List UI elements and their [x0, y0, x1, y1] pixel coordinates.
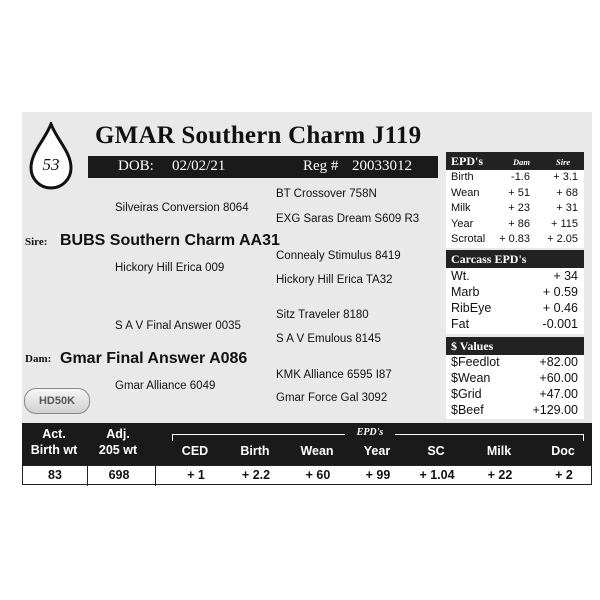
- col-dam-label: Dam: [513, 157, 530, 167]
- parent-epd-trait: Birth: [451, 171, 474, 183]
- column-divider: [155, 466, 156, 486]
- parent-epd-dam-value: -1.6: [511, 171, 530, 183]
- act-label-1: Act.: [42, 427, 66, 441]
- epd-column-header: CED: [181, 444, 209, 458]
- dollar-value-amount: +82.00: [539, 355, 578, 369]
- dam-name: Gmar Final Answer A086: [60, 350, 248, 367]
- epd-column-header: Milk: [486, 444, 512, 458]
- epd-column-value: + 2.2: [241, 468, 271, 482]
- parent-epd-trait: Wean: [451, 186, 480, 199]
- lot-number: 53: [42, 155, 60, 174]
- dam-dam: Gmar Alliance 6049: [115, 380, 216, 392]
- carcass-epd-value: + 0.59: [542, 285, 578, 299]
- parent-epd-dam-value: + 51: [508, 186, 530, 199]
- parent-epd-row: [446, 217, 584, 233]
- sire-sire: Silveiras Conversion 8064: [115, 202, 249, 214]
- dollar-values-header: $ Values: [446, 337, 584, 355]
- epd-column-header: Birth: [240, 444, 270, 458]
- epd-column-value: + 99: [365, 468, 391, 482]
- parent-epds-rows: [446, 170, 584, 248]
- carcass-epd-trait: Fat: [451, 317, 470, 331]
- parent-epds-title: EPD's: [451, 154, 484, 168]
- dollar-value-row: [446, 371, 584, 387]
- epd-column-header: Wean: [300, 444, 334, 458]
- epd-column-header: Doc: [551, 444, 575, 458]
- carcass-epd-trait: RibEye: [451, 301, 492, 315]
- epd-column-header: Year: [363, 444, 391, 458]
- dollar-value-trait: $Grid: [451, 387, 482, 401]
- dam-sire: S A V Final Answer 0035: [115, 320, 241, 332]
- carcass-epd-row: [446, 300, 584, 316]
- carcass-epd-row: [446, 284, 584, 300]
- sire-dam-dam: Hickory Hill Erica TA32: [276, 274, 393, 286]
- epd-span-label: EPD's: [345, 427, 395, 438]
- col-sire-label: Sire: [556, 157, 571, 167]
- dollar-values-panel: [446, 337, 584, 419]
- carcass-epd-trait: Wt.: [451, 269, 470, 283]
- parent-epd-row: [446, 170, 584, 186]
- carcass-epd-row: [446, 268, 584, 284]
- carcass-epd-value: + 0.46: [542, 301, 578, 315]
- dam-dam-sire: KMK Alliance 6595 I87: [276, 369, 392, 381]
- parent-epd-dam-value: + 23: [508, 202, 530, 214]
- dollar-value-row: [446, 355, 584, 371]
- dob-value: 02/02/21: [172, 158, 226, 174]
- act-birth-wt-value: 83: [48, 468, 62, 482]
- dam-sire-sire: Sitz Traveler 8180: [276, 309, 369, 321]
- parent-epd-row: [446, 232, 584, 248]
- reg-label: Reg #: [303, 158, 339, 174]
- reg-value: 20033012: [352, 158, 412, 174]
- dam-dam-dam: Gmar Force Gal 3092: [276, 392, 388, 404]
- dollar-value-amount: +60.00: [539, 371, 578, 385]
- parent-epd-row: [446, 186, 584, 202]
- dollar-value-row: [446, 403, 584, 419]
- parent-epd-sire-value: + 115: [550, 217, 578, 230]
- sire-name: BUBS Southern Charm AA31: [60, 232, 280, 249]
- carcass-epd-value: + 34: [553, 269, 578, 283]
- dob-label: DOB:: [118, 158, 154, 174]
- dam-sire-dam: S A V Emulous 8145: [276, 333, 381, 345]
- hd50k-badge: HD50K: [24, 388, 90, 414]
- carcass-epds-panel: [446, 250, 584, 334]
- parent-epd-sire-value: + 2.05: [547, 233, 578, 245]
- parent-epd-dam-value: + 86: [508, 217, 530, 230]
- adj-label-1: Adj.: [106, 427, 130, 441]
- performance-table: [22, 423, 592, 485]
- carcass-epd-row: [446, 316, 584, 332]
- dollar-value-amount: +47.00: [539, 387, 578, 401]
- performance-table-row: [22, 465, 592, 485]
- epd-column-value: + 60: [305, 468, 331, 482]
- dollar-value-amount: +129.00: [532, 403, 578, 417]
- epd-column-value: + 1: [187, 468, 205, 482]
- carcass-epds-header: Carcass EPD's: [446, 250, 584, 268]
- sire-sire-dam: EXG Saras Dream S609 R3: [276, 213, 420, 225]
- dollar-value-trait: $Wean: [451, 371, 491, 385]
- epd-column-value: + 2: [555, 468, 573, 482]
- epd-column-header: SC: [427, 444, 445, 458]
- parent-epd-sire-value: + 31: [556, 202, 578, 214]
- column-divider: [87, 466, 88, 486]
- dollar-value-trait: $Beef: [451, 403, 484, 417]
- parent-epd-trait: Scrotal: [451, 233, 486, 245]
- parent-epd-row: [446, 201, 584, 217]
- sire-dam-sire: Connealy Stimulus 8419: [276, 250, 401, 262]
- performance-table-header: [22, 423, 592, 465]
- parent-epds-header: [446, 152, 584, 170]
- carcass-epd-trait: Marb: [451, 285, 480, 299]
- sire-sire-sire: BT Crossover 758N: [276, 188, 377, 200]
- parent-epd-sire-value: + 68: [556, 186, 578, 199]
- adj-205-wt-value: 698: [108, 468, 130, 482]
- dollar-values-rows: [446, 355, 584, 419]
- animal-title: GMAR Southern Charm J119: [95, 122, 422, 149]
- parent-epds-panel: [446, 152, 584, 248]
- carcass-epd-value: -0.001: [542, 317, 578, 331]
- parent-epd-trait: Year: [451, 217, 474, 230]
- act-label-2: Birth wt: [30, 443, 78, 457]
- parent-epd-trait: Milk: [451, 202, 471, 214]
- dam-label: Dam:: [25, 353, 52, 365]
- parent-epd-sire-value: + 3.1: [553, 171, 578, 183]
- epd-column-value: + 1.04: [419, 468, 455, 482]
- sire-dam: Hickory Hill Erica 009: [115, 262, 225, 274]
- dollar-value-row: [446, 387, 584, 403]
- sire-label: Sire:: [25, 236, 48, 248]
- epd-column-value: + 22: [487, 468, 513, 482]
- adj-label-2: 205 wt: [98, 443, 138, 457]
- dollar-value-trait: $Feedlot: [451, 355, 500, 369]
- carcass-epds-rows: [446, 268, 584, 332]
- parent-epd-dam-value: + 0.83: [499, 233, 530, 245]
